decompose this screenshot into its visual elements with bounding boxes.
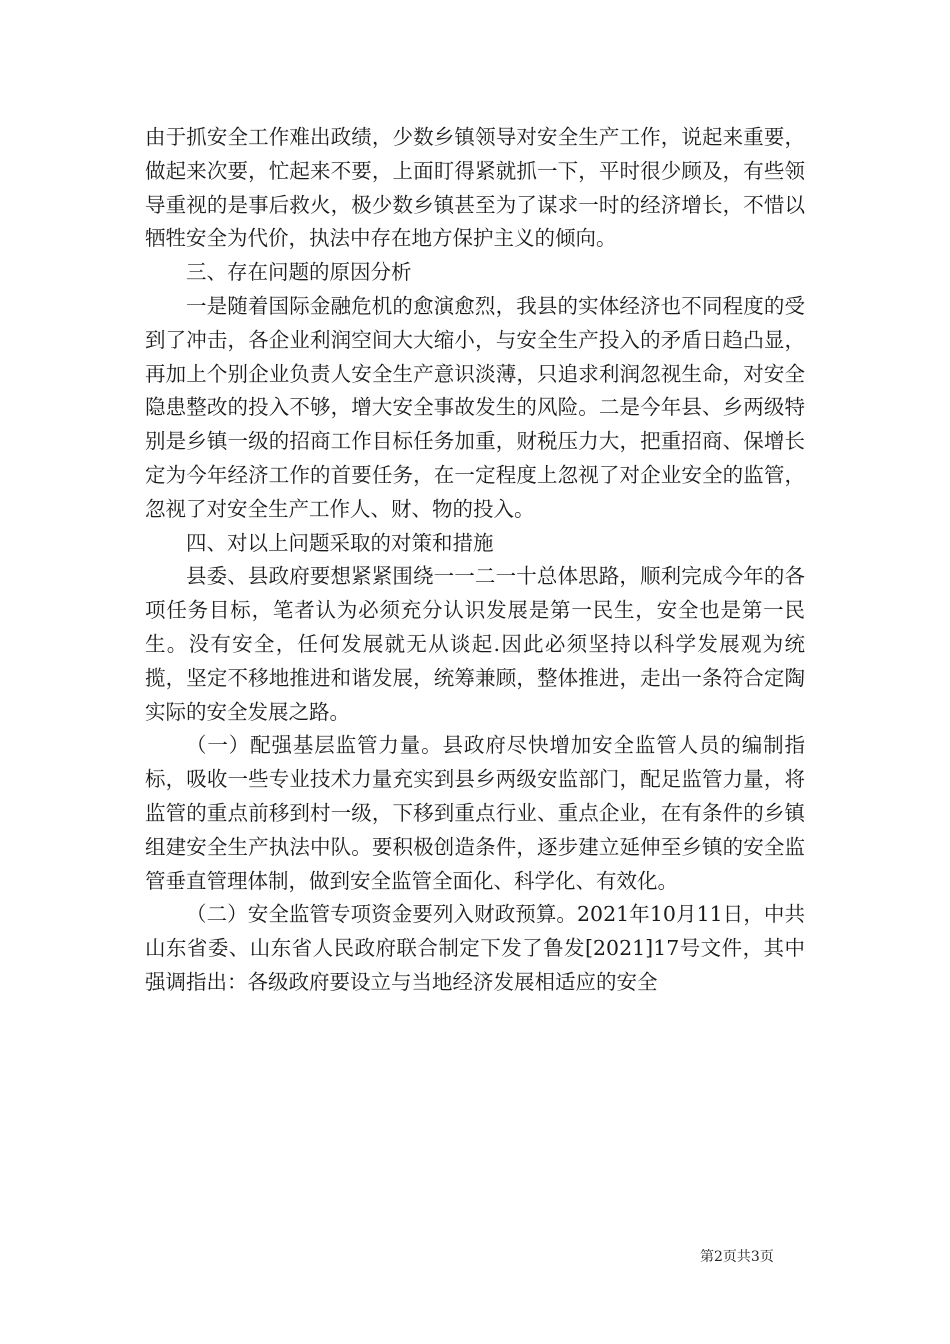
document-body: [145, 121, 805, 1000]
section-heading-3: 三、存在问题的原因分析: [186, 260, 412, 285]
paragraph-3: 县委、县政府要想紧紧围绕一一二一十总体思路，顺利完成今年的各项任务目标，笔者认为必须充分认识发展是第一民生，安全也是第一民生。没有安全，任何发展就无从谈起.因此必须坚持以科学发展观为统揽，坚定不移地推进和谐发展，统筹兼顾，整体推进，走出一条符合定陶实际的安全发展之路。: [145, 564, 805, 724]
paragraph-2: 一是随着国际金融危机的愈演愈烈，我县的实体经济也不同程度的受到了冲击，各企业利润空间大大缩小，与安全生产投入的矛盾日趋凸显，再加上个别企业负责人安全生产意识淡薄，只追求利润忽视生命，对安全隐患整改的投入不够，增大安全事故发生的风险。二是今年县、乡两级特别是乡镇一级的招商工作目标任务加重，财税压力大，把重招商、保增长定为今年经济工作的首要任务，在一定程度上忽视了对企业安全的监管，忽视了对安全生产工作人、财、物的投入。: [145, 293, 805, 521]
paragraph-5: （二）安全监管专项资金要列入财政预算。2021年10月11日，中共山东省委、山东省人民政府联合制定下发了鲁发[2021]17号文件，其中强调指出：各级政府要设立与当地经济发展相适应的安全: [145, 902, 805, 994]
paragraph-1: 由于抓安全工作难出政绩，少数乡镇领导对安全生产工作，说起来重要，做起来次要，忙起来不要，上面盯得紧就抓一下，平时很少顾及，有些领导重视的是事后救火，极少数乡镇甚至为了谋求一时的经济增长，不惜以牺牲安全为代价，执法中存在地方保护主义的倾向。: [145, 125, 805, 251]
section-heading-4: 四、对以上问题采取的对策和措施: [186, 530, 494, 555]
page-number-footer: 第2页共3页: [700, 1249, 774, 1265]
paragraph-4: （一）配强基层监管力量。县政府尽快增加安全监管人员的编制指标，吸收一些专业技术力量充实到县乡两级安监部门，配足监管力量，将监管的重点前移到村一级，下移到重点行业、重点企业，在有条件的乡镇组建安全生产执法中队。要积极创造条件，逐步建立延伸至乡镇的安全监管垂直管理体制，做到安全监管全面化、科学化、有效化。: [145, 733, 805, 893]
